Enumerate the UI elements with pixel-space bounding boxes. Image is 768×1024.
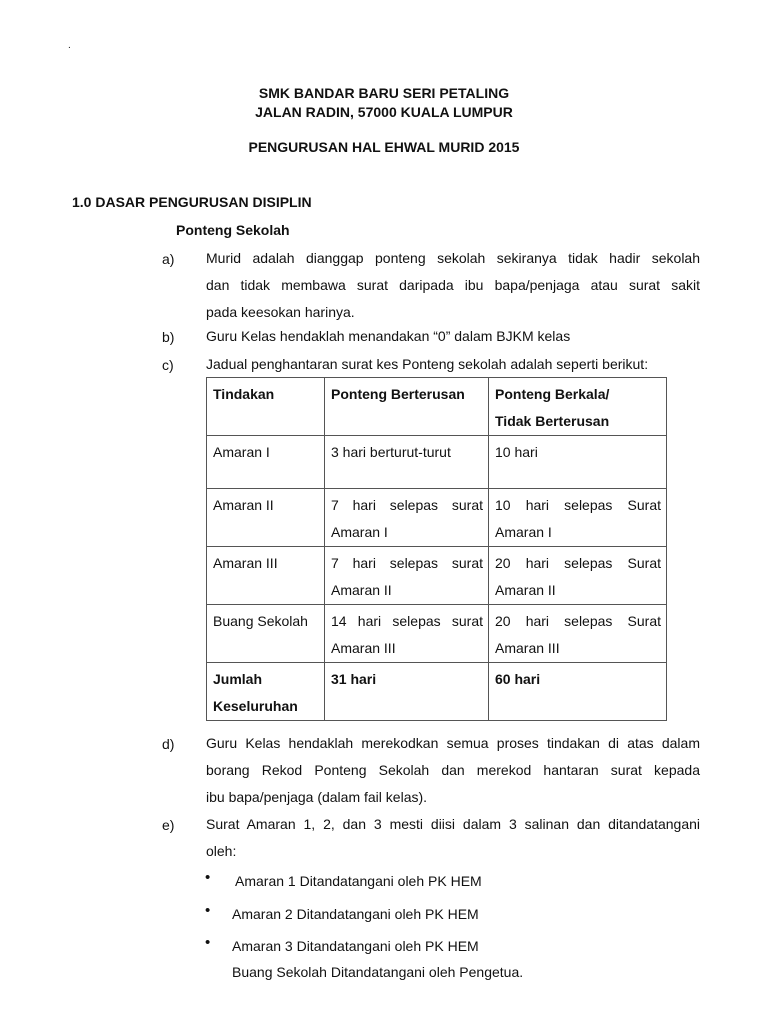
total-label-line-2: Keseluruhan: [213, 698, 298, 714]
cell-continuous: [325, 489, 489, 547]
cell-line: 7 hari selepas surat: [331, 555, 483, 571]
item-b-marker: b): [162, 329, 175, 345]
item-c-marker: c): [162, 357, 174, 373]
item-d-line-3: ibu bapa/penjaga (dalam fail kelas).: [206, 789, 428, 805]
cell-periodic: [489, 605, 667, 663]
school-address: JALAN RADIN, 57000 KUALA LUMPUR: [255, 104, 513, 120]
header-tindakan: Tindakan: [207, 378, 325, 436]
header-ponteng-berterusan: Ponteng Berterusan: [325, 378, 489, 436]
cell-continuous: 3 hari berturut-turut: [325, 436, 489, 489]
cell-total-continuous: 31 hari: [325, 663, 489, 721]
cell-line: 20 hari selepas Surat: [495, 613, 661, 629]
item-e-line-2: oleh:: [206, 843, 237, 859]
cell-periodic: [489, 489, 667, 547]
cell-line: 14 hari selepas surat: [331, 613, 483, 629]
item-d-marker: d): [162, 736, 175, 752]
item-a-text: [206, 245, 700, 326]
cell-line: Amaran III: [331, 640, 396, 656]
total-label-line-1: Jumlah: [213, 671, 263, 687]
bullet-icon: •: [205, 934, 211, 951]
item-e-line-1: Surat Amaran 1, 2, dan 3 mesti diisi dalam 3 salinan dan ditandatangani: [206, 816, 700, 832]
item-d-line-1: Guru Kelas hendaklah merekodkan semua proses tindakan di atas dalam: [206, 735, 700, 751]
table-total-row: [207, 663, 667, 721]
cell-continuous: [325, 547, 489, 605]
cell-action: Amaran I: [207, 436, 325, 489]
bullet-item: Amaran 3 Ditandatangani oleh PK HEM: [232, 938, 479, 954]
cell-action: Amaran III: [207, 547, 325, 605]
item-a-line-1: Murid adalah dianggap ponteng sekolah sekiranya tidak hadir sekolah: [206, 250, 700, 266]
cell-action: Buang Sekolah: [207, 605, 325, 663]
item-a-line-3: pada keesokan harinya.: [206, 304, 355, 320]
bullet-item: Amaran 1 Ditandatangani oleh PK HEM: [235, 873, 482, 889]
cell-total-periodic: 60 hari: [489, 663, 667, 721]
cell-line: 20 hari selepas Surat: [495, 555, 661, 571]
bullet-item: Amaran 2 Ditandatangani oleh PK HEM: [232, 906, 479, 922]
bullet-icon: •: [205, 869, 211, 886]
table-row: [207, 436, 667, 489]
table-row: [207, 489, 667, 547]
cell-line: Amaran II: [331, 582, 392, 598]
cell-periodic: [489, 547, 667, 605]
header-berkala-line-2: Tidak Berterusan: [495, 413, 610, 429]
table-row: [207, 547, 667, 605]
item-a-marker: a): [162, 251, 175, 267]
section-subheading: Ponteng Sekolah: [176, 222, 290, 238]
cell-line: Amaran I: [495, 524, 552, 540]
stray-dot: .: [68, 40, 71, 51]
cell-line: 7 hari selepas surat: [331, 497, 483, 513]
item-a-line-2: dan tidak membawa surat daripada ibu bapa/penjaga atau surat sakit: [206, 277, 700, 293]
cell-action: Amaran II: [207, 489, 325, 547]
item-b-text: Guru Kelas hendaklah menandakan “0” dalam BJKM kelas: [206, 328, 571, 344]
cell-periodic: 10 hari: [489, 436, 667, 489]
item-e-marker: e): [162, 817, 175, 833]
item-e-text: [206, 811, 700, 865]
cell-line: 10 hari selepas Surat: [495, 497, 661, 513]
table-row: [207, 605, 667, 663]
document-title: PENGURUSAN HAL EHWAL MURID 2015: [248, 139, 520, 155]
truancy-table: [206, 377, 667, 721]
bullet-continuation: Buang Sekolah Ditandatangani oleh Pengetua.: [232, 964, 524, 980]
table-header-row: [207, 378, 667, 436]
cell-line: Amaran I: [331, 524, 388, 540]
section-heading: 1.0 DASAR PENGURUSAN DISIPLIN: [72, 194, 312, 210]
header-ponteng-berkala: [489, 378, 667, 436]
cell-line: Amaran II: [495, 582, 556, 598]
item-d-text: [206, 730, 700, 811]
cell-line: Amaran III: [495, 640, 560, 656]
bullet-icon: •: [205, 902, 211, 919]
cell-total-label: [207, 663, 325, 721]
cell-continuous: [325, 605, 489, 663]
school-name: SMK BANDAR BARU SERI PETALING: [258, 85, 510, 101]
item-c-text: Jadual penghantaran surat kes Ponteng sekolah adalah seperti berikut:: [206, 356, 649, 372]
header-berkala-line-1: Ponteng Berkala/: [495, 386, 610, 402]
item-d-line-2: borang Rekod Ponteng Sekolah dan merekod hantaran surat kepada: [206, 762, 700, 778]
